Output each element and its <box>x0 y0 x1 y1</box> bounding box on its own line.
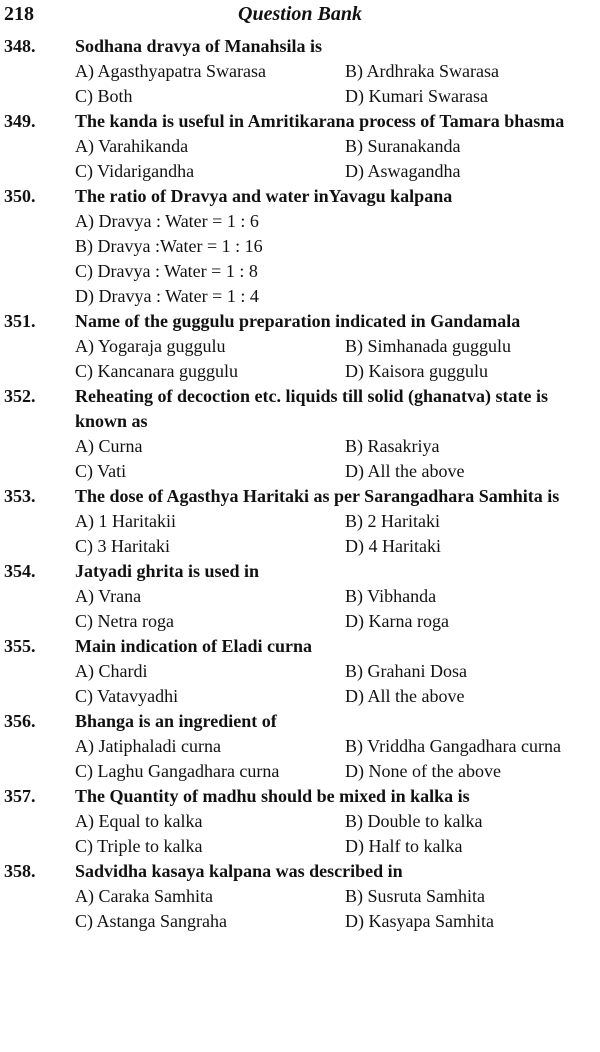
page-header <box>0 0 600 30</box>
question-number: 354. <box>4 561 36 581</box>
option-row <box>75 809 600 834</box>
answer-option: A) Vrana <box>75 586 142 606</box>
question-number: 348. <box>4 36 36 56</box>
question-stem <box>0 184 600 209</box>
answer-option: C) Vatavyadhi <box>75 686 179 706</box>
question-item <box>0 859 600 934</box>
question-item <box>0 559 600 634</box>
question-number: 353. <box>4 486 36 506</box>
option-row <box>75 334 600 359</box>
option-row <box>75 84 600 109</box>
option-group <box>75 59 600 109</box>
option-row <box>75 659 600 684</box>
answer-option: B) Dravya :Water = 1 : 16 <box>75 236 263 256</box>
option-row <box>75 134 600 159</box>
answer-option: A) Curna <box>75 436 143 456</box>
question-text: Bhanga is an ingredient of <box>75 711 277 731</box>
question-number: 351. <box>4 311 36 331</box>
answer-option: B) Vibhanda <box>345 586 437 606</box>
question-number: 358. <box>4 861 36 881</box>
question-number: 356. <box>4 711 36 731</box>
question-text: The ratio of Dravya and water inYavagu kalpana <box>75 186 453 206</box>
option-group <box>75 509 600 559</box>
option-row <box>75 609 600 634</box>
option-group <box>75 884 600 934</box>
answer-option: B) 2 Haritaki <box>345 511 440 531</box>
answer-option: D) Kumari Swarasa <box>345 86 488 106</box>
answer-option: D) Aswagandha <box>345 161 461 181</box>
answer-option: B) Simhanada guggulu <box>345 336 511 356</box>
question-text: Jatyadi ghrita is used in <box>75 561 260 581</box>
question-item <box>0 184 600 309</box>
question-item <box>0 34 600 109</box>
question-stem <box>0 34 600 59</box>
answer-option: D) Half to kalka <box>345 836 463 856</box>
answer-option: D) Karna roga <box>345 611 449 631</box>
answer-option: B) Susruta Samhita <box>345 886 485 906</box>
question-item <box>0 634 600 709</box>
option-group <box>75 434 600 484</box>
question-text: Reheating of decoction etc. liquids till solid (ghanatva) state is known as <box>75 386 548 431</box>
question-number: 349. <box>4 111 36 131</box>
question-item <box>0 484 600 559</box>
question-number: 355. <box>4 636 36 656</box>
option-row <box>75 759 600 784</box>
answer-option: D) Kasyapa Samhita <box>345 911 494 931</box>
question-text: Name of the guggulu preparation indicated in Gandamala <box>75 311 521 331</box>
answer-option: D) Kaisora guggulu <box>345 361 488 381</box>
answer-option: D) All the above <box>345 461 465 481</box>
answer-option: C) Dravya : Water = 1 : 8 <box>75 261 258 281</box>
question-text: Main indication of Eladi curna <box>75 636 313 656</box>
answer-option: D) All the above <box>345 686 465 706</box>
option-row <box>75 459 600 484</box>
answer-option: A) 1 Haritakii <box>75 511 176 531</box>
question-text: The Quantity of madhu should be mixed in kalka is <box>75 786 470 806</box>
question-item <box>0 784 600 859</box>
answer-option: C) Kancanara guggulu <box>75 361 238 381</box>
question-stem <box>0 559 600 584</box>
option-row <box>75 509 600 534</box>
question-item <box>0 109 600 184</box>
question-stem <box>0 859 600 884</box>
answer-option: D) Dravya : Water = 1 : 4 <box>75 286 259 306</box>
page-number: 218 <box>4 3 34 25</box>
option-group <box>75 809 600 859</box>
option-group <box>75 209 600 309</box>
answer-option: A) Yogaraja guggulu <box>75 336 226 356</box>
answer-option: C) Triple to kalka <box>75 836 203 856</box>
answer-option: A) Dravya : Water = 1 : 6 <box>75 211 259 231</box>
answer-option: C) Vati <box>75 461 127 481</box>
question-number: 357. <box>4 786 36 806</box>
question-item <box>0 709 600 784</box>
option-row <box>75 434 600 459</box>
option-group <box>75 134 600 184</box>
answer-option: B) Rasakriya <box>345 436 440 456</box>
option-row <box>75 834 600 859</box>
option-row <box>75 584 600 609</box>
option-row <box>75 359 600 384</box>
option-group <box>75 584 600 634</box>
question-stem <box>0 109 600 134</box>
option-row <box>75 734 600 759</box>
option-group <box>75 659 600 709</box>
answer-option: C) Astanga Sangraha <box>75 911 227 931</box>
question-list <box>0 34 600 934</box>
answer-option: B) Grahani Dosa <box>345 661 467 681</box>
option-row <box>75 884 600 909</box>
answer-option: B) Suranakanda <box>345 136 461 156</box>
question-number: 350. <box>4 186 36 206</box>
option-row <box>75 159 600 184</box>
answer-option: C) Laghu Gangadhara curna <box>75 761 280 781</box>
answer-option: B) Ardhraka Swarasa <box>345 61 499 81</box>
answer-option: B) Vriddha Gangadhara curna <box>345 736 561 756</box>
answer-option: A) Equal to kalka <box>75 811 203 831</box>
answer-option: D) 4 Haritaki <box>345 536 441 556</box>
answer-option: A) Agasthyapatra Swarasa <box>75 61 266 81</box>
answer-option: D) None of the above <box>345 761 501 781</box>
question-stem <box>0 384 600 434</box>
question-item <box>0 309 600 384</box>
question-text: Sodhana dravya of Manahsila is <box>75 36 323 56</box>
answer-option: C) 3 Haritaki <box>75 536 170 556</box>
question-stem <box>0 634 600 659</box>
question-text: The dose of Agasthya Haritaki as per Sarangadhara Samhita is <box>75 486 560 506</box>
question-stem <box>0 709 600 734</box>
question-stem <box>0 484 600 509</box>
option-row <box>75 534 600 559</box>
question-text: Sadvidha kasaya kalpana was described in <box>75 861 403 881</box>
question-stem <box>0 309 600 334</box>
question-stem <box>0 784 600 809</box>
option-row <box>75 59 600 84</box>
page-title: Question Bank <box>238 3 362 25</box>
option-row <box>75 909 600 934</box>
question-number: 352. <box>4 386 36 406</box>
answer-option: C) Vidarigandha <box>75 161 195 181</box>
answer-option: A) Varahikanda <box>75 136 189 156</box>
answer-option: A) Caraka Samhita <box>75 886 213 906</box>
option-group <box>75 734 600 784</box>
question-text: The kanda is useful in Amritikarana process of Tamara bhasma <box>75 111 565 131</box>
answer-option: C) Both <box>75 86 133 106</box>
option-group <box>75 334 600 384</box>
question-item <box>0 384 600 484</box>
answer-option: A) Jatiphaladi curna <box>75 736 221 756</box>
answer-option: C) Netra roga <box>75 611 174 631</box>
option-row <box>75 684 600 709</box>
answer-option: A) Chardi <box>75 661 148 681</box>
answer-option: B) Double to kalka <box>345 811 483 831</box>
